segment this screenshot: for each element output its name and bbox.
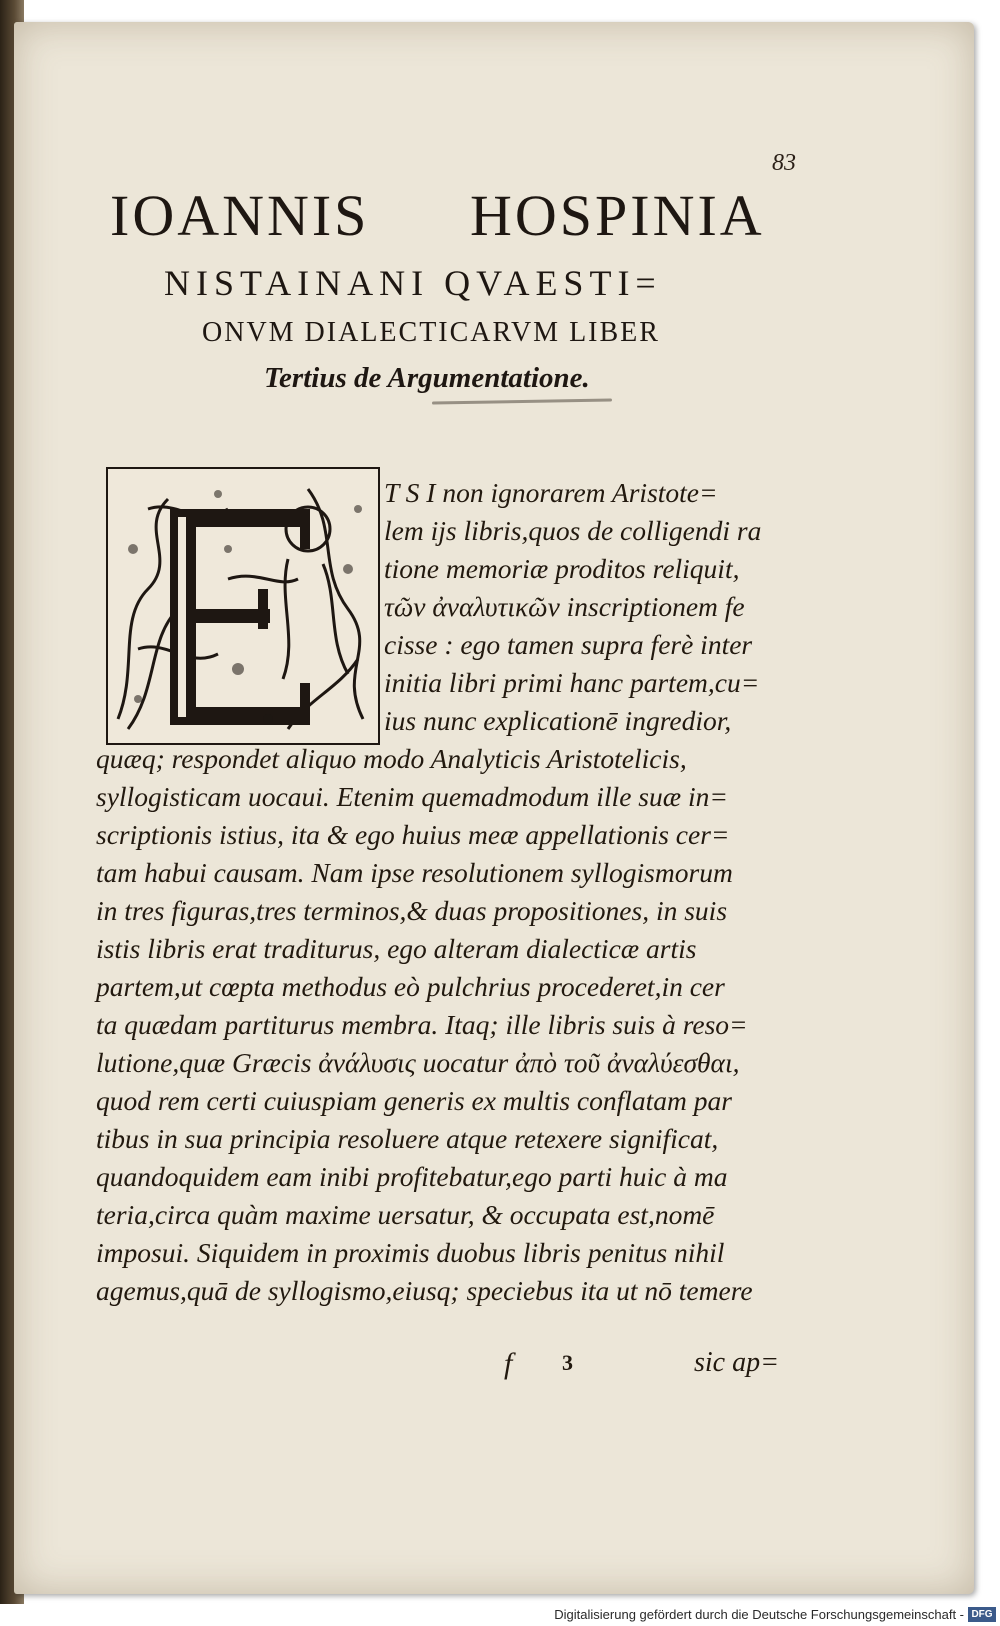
body-line: quandoquidem eam inibi profitebatur,ego parti huic à ma [96, 1161, 728, 1192]
body-line: initia libri primi hanc partem,cu= [384, 667, 760, 698]
body-line: imposui. Siquidem in proximis duobus libris penitus nihil [96, 1237, 725, 1268]
woodcut-illustration [108, 469, 378, 743]
body-line: lutione,quæ Græcis ἀνάλυσις uocatur ἀπὸ τοῦ ἀναλύεσθαι, [96, 1047, 740, 1078]
body-line: in tres figuras,tres terminos,& duas propositiones, in suis [96, 895, 728, 926]
body-line: tione memoriæ proditos reliquit, [384, 553, 740, 584]
body-line: lem ijs libris,quos de colligendi ra [384, 515, 762, 546]
subtitle: Tertius de Argumentatione. [264, 362, 590, 394]
title-line-2: NISTAINANI QVAESTI= [164, 263, 662, 303]
body-line: cisse : ego tamen supra ferè inter [384, 629, 753, 660]
body-line: istis libris erat traditurus, ego alteram dialecticæ artis [96, 933, 697, 964]
pencil-underline [432, 398, 612, 404]
signature-mark-number: 3 [562, 1350, 573, 1375]
book-page [14, 22, 974, 1594]
body-line: syllogisticam uocaui. Etenim quemadmodum ille suæ in= [96, 781, 728, 812]
body-line: ius nunc explicationē ingredior, [384, 705, 732, 736]
title-word-1: IOANNIS [110, 183, 370, 248]
title-line-1 [110, 182, 800, 249]
body-line: scriptionis istius, ita & ego huius meæ appellationis cer= [96, 819, 730, 850]
body-line: tam habui causam. Nam ipse resolutionem syllogismorum [96, 857, 733, 888]
catchword: sic ap= [694, 1347, 779, 1378]
body-line: tibus in sua principia resoluere atque retexere significat, [96, 1123, 719, 1154]
dfg-logo: DFG [968, 1607, 996, 1622]
body-line: τῶν ἀναλυτικῶν inscriptionem fe [384, 591, 745, 622]
decorated-initial-e-woodcut [106, 467, 380, 745]
body-line: ta quædam partiturus membra. Itaq; ille libris suis à reso= [96, 1009, 748, 1040]
body-line: teria,circa quàm maxime uersatur, & occupata est,nomē [96, 1199, 715, 1230]
body-line: agemus,quā de syllogismo,eiusq; speciebus ita ut nō temere [96, 1275, 753, 1306]
body-line: quod rem certi cuiuspiam generis ex multis conflatam par [96, 1085, 732, 1116]
page-number: 83 [772, 150, 796, 176]
signature-mark-letter: f [504, 1347, 513, 1380]
body-line: T S I non ignorarem Aristote= [384, 477, 718, 508]
digitization-credit-bar [0, 1604, 1000, 1626]
body-line: partem,ut cœpta methodus eò pulchrius procederet,in cer [96, 971, 725, 1002]
title-line-3: ONVM DIALECTICARVM LIBER [202, 317, 660, 348]
title-word-2: HOSPINIA [470, 183, 765, 248]
digitization-credit-text: Digitalisierung gefördert durch die Deutsche Forschungsgemeinschaft - [554, 1607, 964, 1622]
body-line: quæq; respondet aliquo modo Analyticis Aristotelicis, [96, 743, 687, 774]
